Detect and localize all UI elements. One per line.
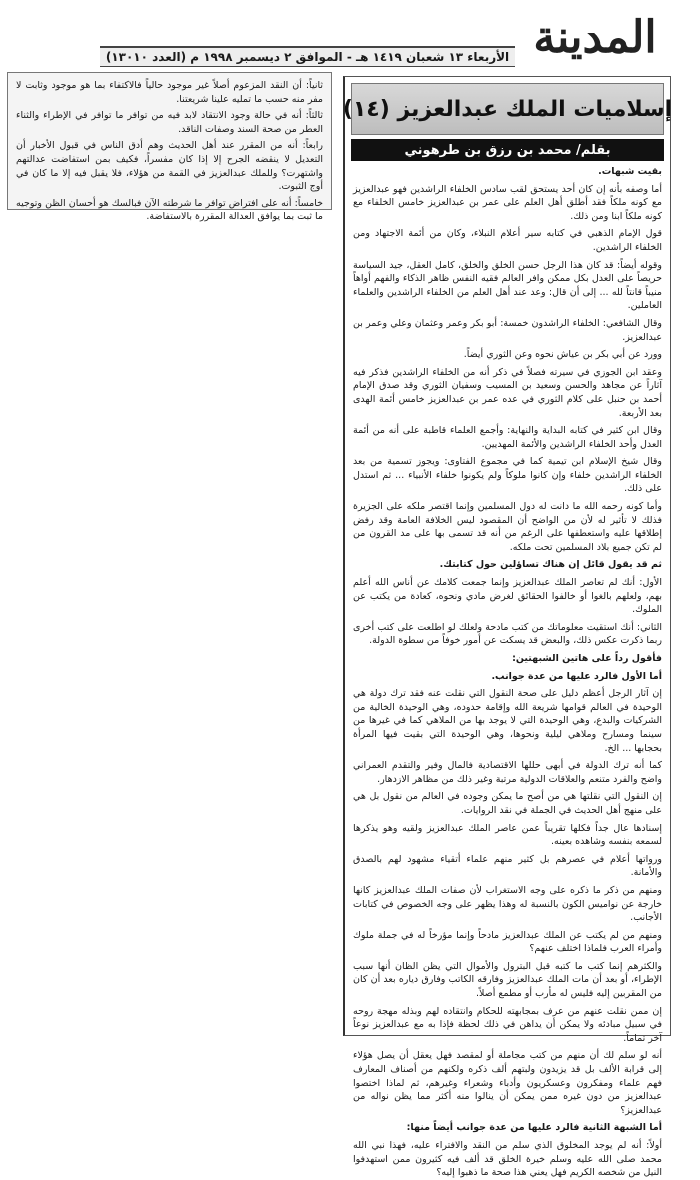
article-paragraph: إن آثار الرجل أعظم دليل على صحة النقول التي نقلت عنه فقد ترك دولة هي الوحيدة في العالم قوامها شريعة الله وإقامة حدوده، وهي الوحيدة الخالية من الشركيات والبدع، وهي الوحيدة التي لا يوجد بها من الملاهي كما في غيرها من سينما ومسارح وملاهي ليلية ونحوها، وهي الوحيدة التي بقيت فيها المرأة بحجابها ... الخ. — [353, 688, 662, 754]
article-paragraph: أنه لو سلم لك أن منهم من كتب مجاملة أو لمقصد فهل يعقل أن يصل هؤلاء إلى قرابة الألف بل قد يزيدون ولبتهم ألف ذكره ولكنهم من أصناف المعارف فهم علماء ومفكرون وعسكريون وأدباء وشعراء وغيرهم، ثم لماذا اختصوا عبدالعزيز من دون غيره ممن يمكن أن ينالوا منه أكثر مما يظن نواله من عبدالعزيز؟ — [353, 1050, 662, 1116]
side-paragraph: رابعاً: أنه من المقرر عند أهل الحديث وهم أدق الناس في قبول الأخبار أن التعديل لا ينقضه الجرح إلا إذا كان مفسراً، فكيف بمن استفاضت عدالتهم واشتهرت؟ وللملك عبدالعزيز في القمة من هؤلاء، فلا يقبل فيه إلا ما كان في أوج الثبوت. — [16, 140, 323, 193]
article-paragraph: إن ممن نقلت عنهم من عرف بمجابهته للحكام وانتقاده لهم وبذله مهجة روحه في سبيل مبادئه ولا يمكن أن يداهن في ذلك لحظة فإذا به مع عبدالعزيز نوعاً آخر تماماً. — [353, 1005, 662, 1044]
side-paragraph: ثالثاً: أنه في حالة وجود الانتقاد لابد فيه من توافر ما توافر في الإطراء والثناء العطر من صحة السند وصفات الناقد. — [16, 110, 323, 135]
article — [342, 76, 673, 1179]
dateline: الأربعاء ١٣ شعبان ١٤١٩ هـ - الموافق ٢ ديسمبر ١٩٩٨ م (العدد ١٣٠١٠) — [100, 46, 515, 67]
article-paragraph: قول الإمام الذهبي في كتابه سير أعلام النبلاء، وكان من أئمة الاجتهاد ومن الخلفاء الراشدين. — [353, 228, 662, 253]
article-paragraph: بقيت شبهات. — [598, 166, 662, 177]
article-byline: بقلم/ محمد بن رزق بن طرهوني — [404, 142, 611, 158]
article-paragraph: وقوله أيضاً: قد كان هذا الرجل حسن الخلق والخلق، كامل العقل، جيد السياسة حريصاً على العدل بكل ممكن وافر العالم فقيه النفس ظاهر الذكاء والفهم أواهاً منيباً قانتاً لله ... إلى أن قال: وعد عند أهل العلم من الخلفاء الراشدين والعلماء العاملين. — [353, 259, 662, 312]
side-paragraph: ثانياً: أن النقد المزعوم أصلاً غير موجود حالياً فالاكتفاء بما هو موجود وثابت لا مفر منه حسب ما تمليه علينا شريعتنا. — [16, 80, 323, 105]
article-paragraph: كما أنه ترك الدولة في أبهى حللها الاقتصادية فالمال وفير والتقدم العمراني واضح والفرد متنعم والعلاقات الدولية مرتبة وغير ذلك من مظاهر الازدهار. — [353, 760, 662, 785]
article-paragraph: أما الأول فالرد عليها من عدة جوانب. — [491, 670, 662, 682]
article-title-box — [342, 83, 673, 135]
masthead — [100, 6, 680, 70]
article-paragraph: وأما كونه رحمه الله ما دانت له دول المسلمين وإنما اقتصر ملكه على الجزيرة فذلك لا تأثير له لأن من الواضح أن المقصود ليس الخلافة العامة وقد رفض إطلاقها عليه واستعطفها على الرغم من أنه قد تسمى بها على مد القرون من لم تكن جميع بلاد المسلمين تحت ملكه. — [353, 501, 662, 553]
article-paragraph: ورواتها أعلام في عصرهم بل كثير منهم علماء أتقياء مشهود لهم بالصدق والأمانة. — [353, 853, 662, 879]
article-paragraph: وقال شيخ الإسلام ابن تيمية كما في مجموع الفتاوى: ويجوز تسمية من بعد الخلفاء الراشدين خلفاء وإن كانوا ملوكاً ولم يكونوا خلفاء الأنبياء ... ثم استدل على ذلك. — [353, 456, 662, 495]
article-paragraph: أما وصفه بأنه إن كان أحد يستحق لقب سادس الخلفاء الراشدين فهو عبدالعزيز مع كونه ملكاً فقد أطلق أهل العلم على عمر بن عبدالعزيز خامس الخلفاء مع كونه ملكاً ابنا ومن ذلك. — [353, 183, 662, 222]
article-paragraph: وقال ابن كثير في كتابه البداية والنهاية: وأجمع العلماء قاطبة على أنه من أئمة العدل وأحد الخلفاء الراشدين والأئمة المهديين. — [353, 425, 662, 450]
article-paragraph: إسنادها عال جداً فكلها تقريباً عمن عاصر الملك عبدالعزيز ولقيه وهو يذكرها لسمعه بنفسه وشاهده بعينه. — [353, 822, 662, 848]
newspaper-logo — [510, 6, 680, 68]
article-paragraph: وورد عن أبي بكر بن عياش نحوه وعن الثوري أيضاً. — [463, 349, 662, 361]
article-paragraph: وعقد ابن الجوزي في سيرته فصلاً في ذكر أنه من الخلفاء الراشدين فذكر فيه آثاراً عن مجاهد والحسن وسعيد بن المسيب وسفيان الثوري وقد صدق الإمام أحمد بن حنبل على كلام الثوري في عده عمر بن عبدالعزيز خامس أئمة الهدى بعد الأربعة. — [353, 366, 662, 419]
article-body — [345, 165, 670, 1180]
article-paragraph: إن النقول التي نقلتها هي من أصح ما يمكن وجوده في العالم من نقول بل هي على منهج أهل الحديث في الجملة في نقد الروايات. — [353, 791, 662, 816]
article-title: إسلاميات الملك عبدالعزيز (١٤) — [342, 96, 673, 122]
article-paragraph: الثاني: أنك استقيت معلوماتك من كتب مادحة ولعلك لو اطلعت على كتب أخرى ربما ذكرت عكس ذلك، والبعض قد يسكت عن أمور خوفاً من سطوة الدولة. — [353, 621, 662, 647]
article-paragraph: فأقول رداً على هاتين الشبهتين: — [512, 653, 662, 664]
article-paragraph: أما الشبهة الثانية فالرد عليها من عدة جوانب أيضاً منها: — [406, 1122, 662, 1134]
side-paragraph: خامساً: أنه على افتراض توافر ما شرطته الآن فبالسك هو أحسان الظن وتوجيه ما ثبت بما يوافق العدالة المقررة بالاستفاضة. — [16, 197, 323, 223]
article-paragraph: أولاً: أنه لم يوجد المخلوق الذي سلم من النقد والافتراء عليه، فهذا نبي الله محمد صلى الله عليه وسلم خيرة الخلق قد ألف فيه كثيرون ممن استهدفوا النيل من شخصه الكريم فهل يعني هذا صحة ما ذهبوا إليه؟ — [353, 1140, 662, 1179]
article-paragraph: والكثرهم إنما كتب ما كتبه قبل البترول والأموال التي يظن الظان أنها سبب الإطراء، أو بعد أن مات الملك عبدالعزيز وفارقه الكاتب وفارق دياره بعد أن كان من المقربين إليه فليس له مأرب أو مطمع أصلاً. — [353, 960, 662, 1000]
article-paragraph: ومنهم من ذكر ما ذكره على وجه الاستغراب لأن صفات الملك عبدالعزيز كانها خارجة عن نواميس الكون بالنسبة له وهذا يظهر على وجه الخصوص في كتابات الأجانب. — [353, 884, 662, 924]
byline-bar — [351, 139, 664, 161]
article-paragraph: ومنهم من لم يكتب عن الملك عبدالعزيز مادحاً وإنما مؤرخاً له في جملة ملوك وأمراء العرب فلماذا اختلف عنهم؟ — [353, 929, 662, 955]
logo-text: المدينة — [533, 11, 657, 63]
article-paragraph: الأول: أنك لم تعاصر الملك عبدالعزيز وإنما جمعت كلامك عن أناس الله أعلم بهم، ولعلهم بالغوا أو خالفوا الحقائق لغرض مادي ونحوه، كعادة من يكتب عن الملوك. — [353, 577, 662, 616]
article-paragraph: وقال الشافعي: الخلفاء الراشدون خمسة: أبو بكر وعمر وعثمان وعلي وعمر بن عبدالعزيز. — [353, 317, 662, 343]
article-paragraph: ثم قد يقول قائل إن هناك تساؤلين حول كتابتك. — [439, 559, 662, 571]
side-column — [7, 72, 332, 223]
